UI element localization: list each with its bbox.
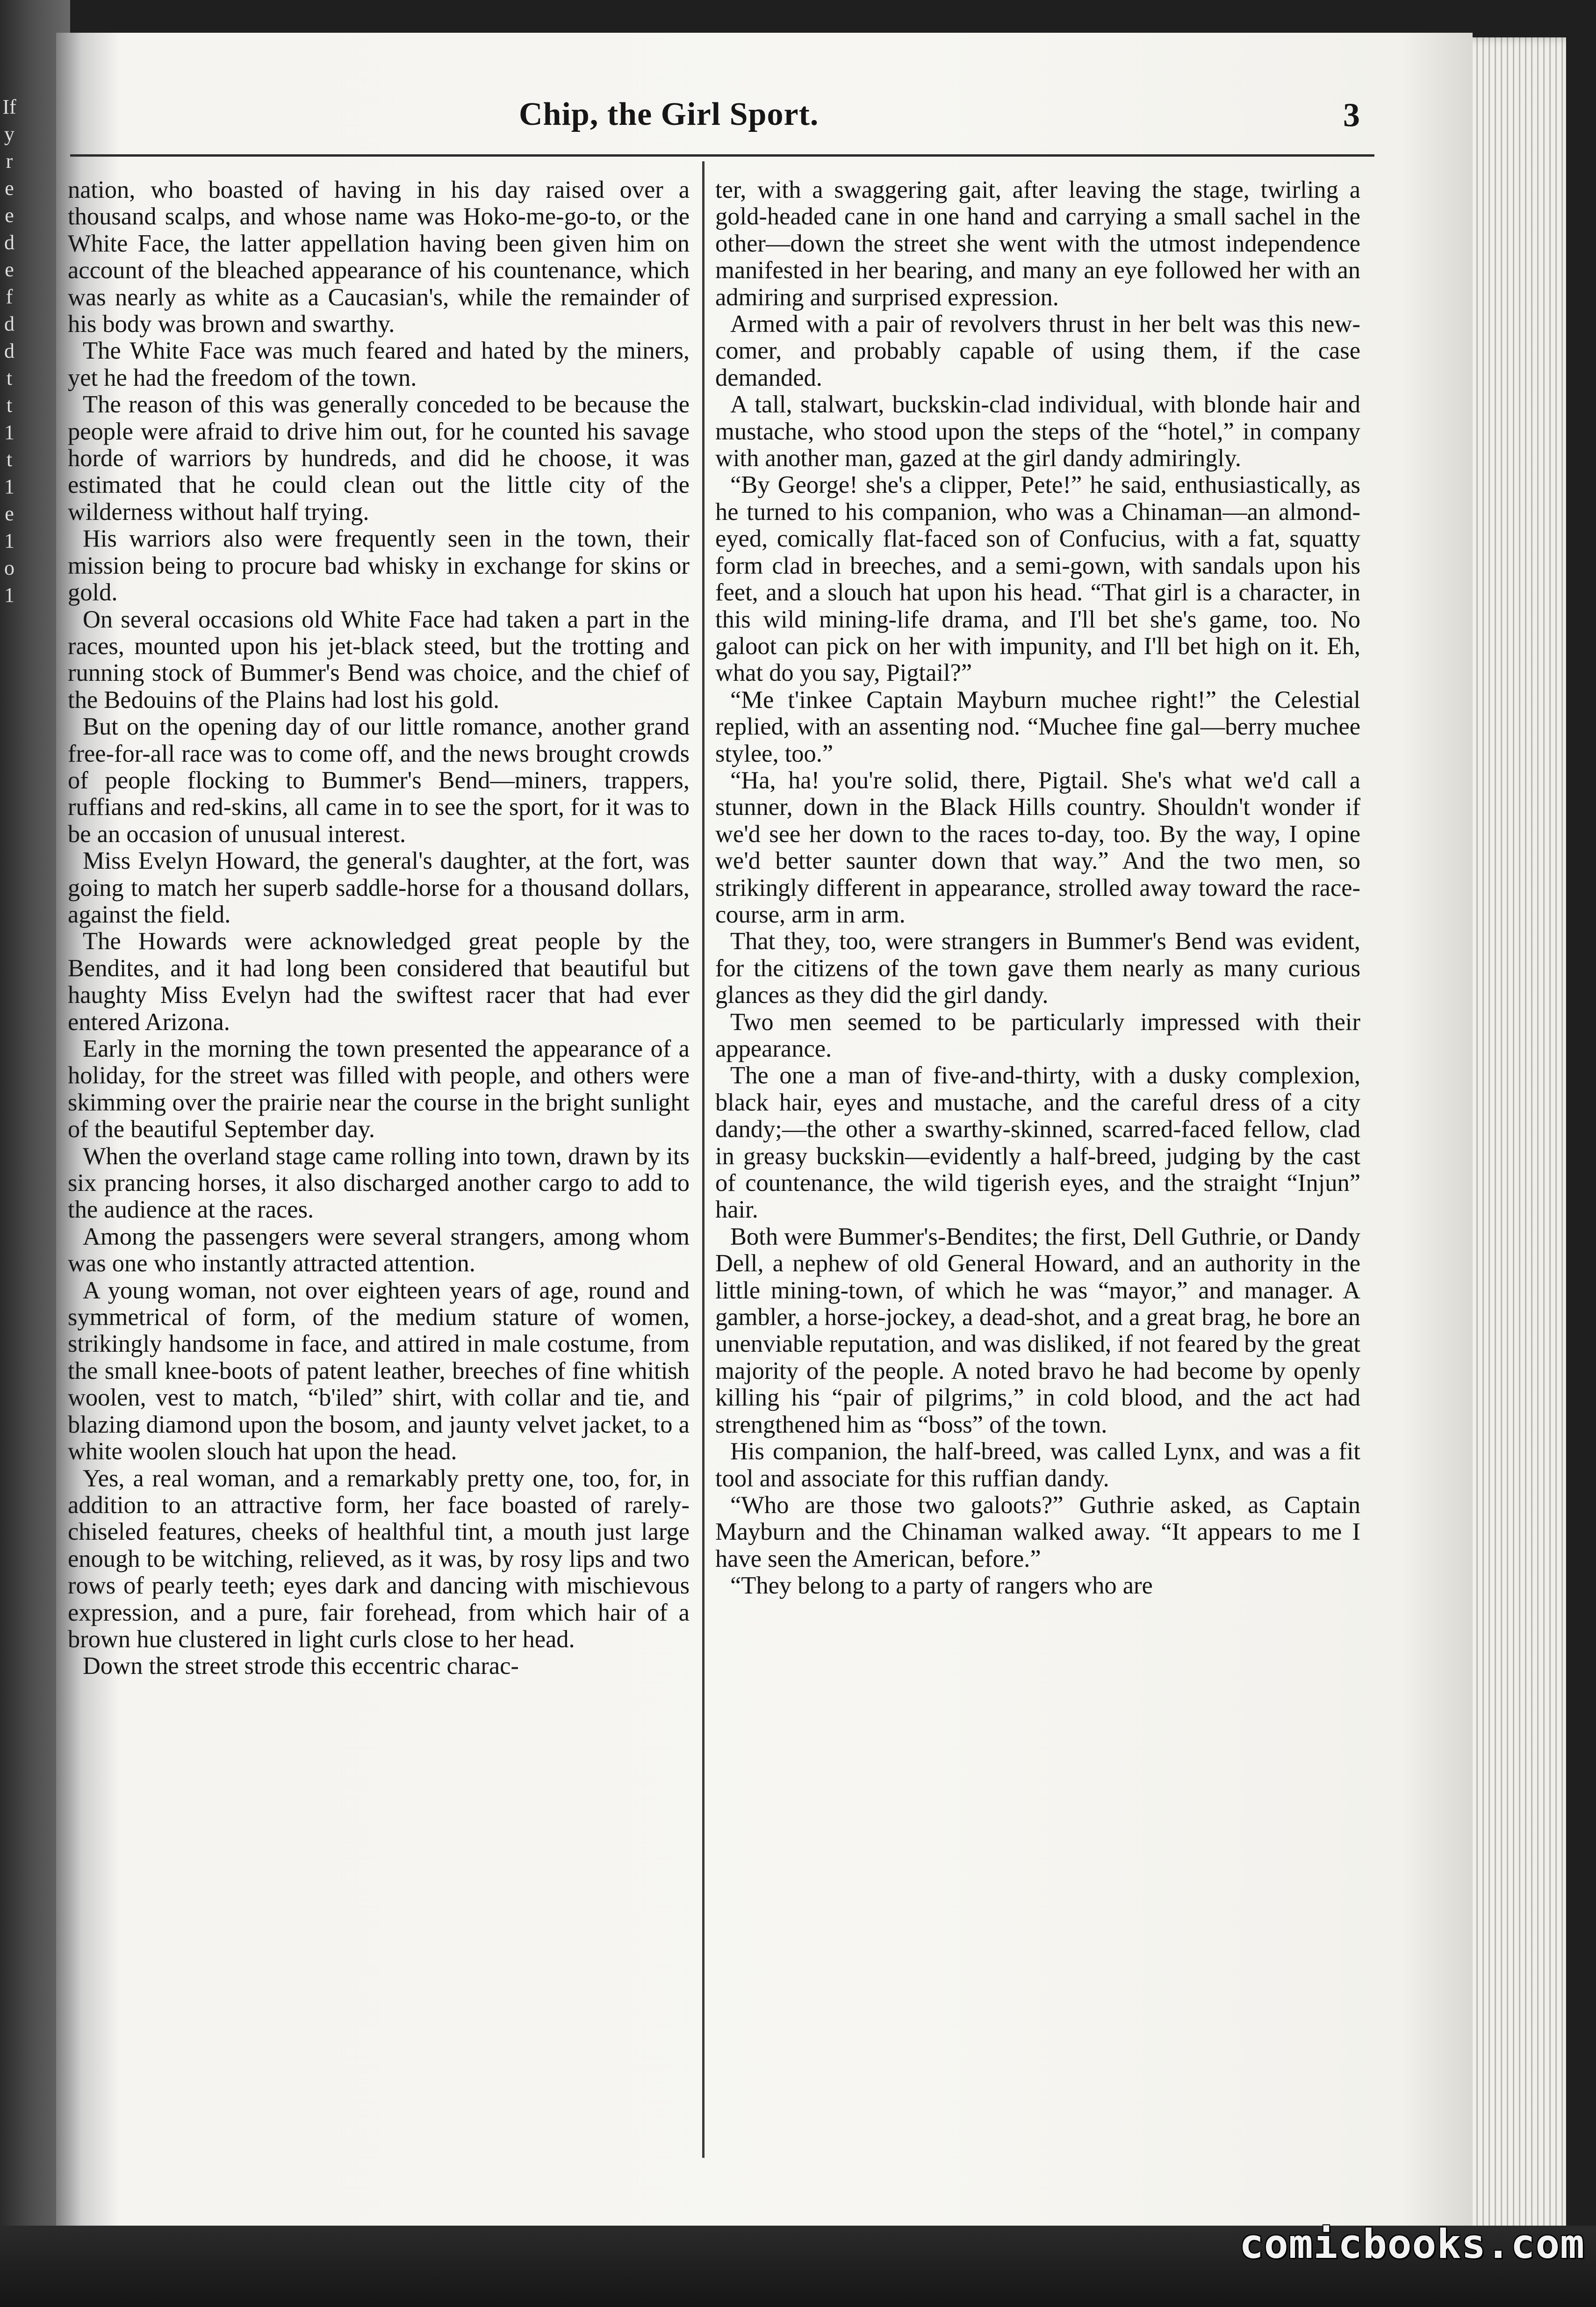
paragraph: Both were Bummer's-Bendites; the first, Dell Guthrie, or Dandy Dell, a nephew of old General Howard, and an authority in the little mining-town, of which he was “mayor,” and manager. A gambler, a horse-jockey, a dead-shot, and a great brag, he bore an unenviable reputation, and was disliked, if not feared by the great majority of the people. A noted bravo he had become by openly killing his “pair of pilgrims,” in cold blood, and the act had strengthened him as “boss” of the town. — [715, 1223, 1360, 1438]
margin-fragment: d — [4, 231, 14, 254]
paragraph: Armed with a pair of revolvers thrust in her belt was this new-comer, and probably capable of using them, if the case demanded. — [715, 310, 1360, 391]
paragraph: A tall, stalwart, buckskin-clad individual, with blonde hair and mustache, who stood upon the steps of the “hotel,” in company with another man, gazed at the girl dandy admiringly. — [715, 391, 1360, 472]
margin-fragment: e — [5, 177, 14, 200]
margin-fragment: y — [4, 123, 14, 145]
margin-fragment: t — [6, 367, 13, 389]
paragraph: Down the street strode this eccentric charac- — [83, 1652, 519, 1680]
margin-fragment: 1 — [4, 421, 14, 444]
site-watermark: comicbooks.com — [1239, 2221, 1585, 2268]
paragraph: The White Face was much feared and hated by the miners, yet he had the freedom of the town. — [68, 337, 690, 391]
paragraph: Yes, a real woman, and a remarkably pretty one, too, for, in addition to an attractive form, her face boasted of rarely-chiseled features, cheeks of healthful tint, a mouth just large enough to be witching, relieved, as it was, by rosy lips and two rows of pearly teeth; eyes dark and dancing with mischievous expression, and a pure, fair forehead, from which hair of a brown hue clustered in light curls close to her head. — [68, 1464, 690, 1653]
paragraph: nation, who boasted of having in his day raised over a thousand scalps, and whose name was Hoko-me-go-to, or the White Face, the latter appellation having been given him on account of the bleached appearance of his countenance, which was nearly as white as a Caucasian's, while the remainder of his body was brown and swarthy. — [68, 177, 690, 338]
column-divider — [702, 161, 705, 2158]
paragraph: Two men seemed to be particularly impressed with their appearance. — [715, 1008, 1360, 1062]
margin-fragment: t — [6, 448, 13, 471]
paragraph: ter, with a swaggering gait, after leaving the stage, twirling a gold-headed cane in one hand and carrying a small sachel in the other—down the street she went with the utmost independence manifested in her bearing, and many an eye followed her with an admiring and surprised expression. — [715, 177, 1360, 311]
running-title: Chip, the Girl Sport. — [519, 96, 819, 132]
margin-fragment: e — [5, 502, 14, 525]
previous-page-edge — [0, 94, 19, 1216]
header-rule — [70, 154, 1374, 157]
margin-fragment: f — [6, 285, 13, 308]
paragraph: His warriors also were frequently seen in the town, their mission being to procure bad whisky in exchange for skins or gold. — [68, 525, 690, 606]
margin-fragment: 1 — [4, 584, 14, 606]
paragraph: When the overland stage came rolling into town, drawn by its six prancing horses, it also discharged another cargo to add to the audience at the races. — [68, 1142, 690, 1224]
paragraph: But on the opening day of our little romance, another grand free-for-all race was to come off, and the news brought crowds of people flocking to Bummer's Bend—miners, trappers, ruffians and red-skins, all came in to see the sport, for it was to be an occasion of unusual interest. — [68, 713, 690, 848]
paragraph: The reason of this was generally conceded to be because the people were afraid to drive him out, for he counted his savage horde of warriors by hundreds, and did he choose, it was estimated that he could clean out the little city of the wilderness without half trying. — [68, 391, 690, 526]
page-number: 3 — [1343, 96, 1360, 134]
left-text-column — [68, 177, 690, 2159]
margin-fragment: d — [4, 339, 14, 362]
margin-fragment: d — [4, 312, 14, 335]
margin-fragment: r — [6, 150, 13, 173]
right-text-column — [715, 177, 1360, 2159]
margin-fragment: 1 — [4, 475, 14, 498]
paragraph: Among the passengers were several strangers, among whom was one who instantly attracted attention. — [68, 1223, 690, 1277]
paragraph: The Howards were acknowledged great people by the Bendites, and it had long been considered that beautiful but haughty Miss Evelyn had the swiftest racer that had ever entered Arizona. — [68, 928, 690, 1036]
paragraph: His companion, the half-breed, was called Lynx, and was a fit tool and associate for this ruffian dandy. — [715, 1438, 1360, 1492]
paragraph: “Ha, ha! you're solid, there, Pigtail. She's what we'd call a stunner, down in the Black Hills country. Shouldn't wonder if we'd see her down to the races to-day, too. By the way, I opine we'd better saunter down that way.” And the two men, so strikingly different in appearance, strolled away toward the race-course, arm in arm. — [715, 766, 1360, 928]
margin-fragment: If — [2, 95, 16, 118]
paragraph: The one a man of five-and-thirty, with a dusky complexion, black hair, eyes and mustache, and the careful dress of a city dandy;—the other a swarthy-skinned, scarred-faced fellow, clad in greasy buckskin—evidently a half-breed, judging by the cast of countenance, the wild tigerish eyes, and the straight “Injun” hair. — [715, 1062, 1360, 1224]
paragraph: “They belong to a party of rangers who are — [730, 1572, 1153, 1600]
paragraph: “By George! she's a clipper, Pete!” he said, enthusiastically, as he turned to his companion, who was a Chinaman—an almond-eyed, comically flat-faced son of Confucius, with a fat, squatty form clad in breeches, and a semi-gown, with sandals upon his feet, and a slouch hat upon his head. “That girl is a character, in this wild mining-life drama, and I'll bet she's game, too. No galoot can pick on her with impunity, and I'll bet high on it. Eh, what do you say, Pigtail?” — [715, 471, 1360, 687]
paragraph: On several occasions old White Face had taken a part in the races, mounted upon his jet-black steed, but the trotting and running stock of Bummer's Bend was choice, and the chief of the Bedouins of the Plains had lost his gold. — [68, 606, 690, 714]
paragraph: “Who are those two galoots?” Guthrie asked, as Captain Mayburn and the Chinaman walked away. “It appears to me I have seen the American, before.” — [715, 1491, 1360, 1572]
margin-fragment: o — [4, 556, 14, 579]
paragraph: “Me t'inkee Captain Mayburn muchee right!” the Celestial replied, with an assenting nod. “Muchee fine gal—berry muchee stylee, too.” — [715, 686, 1360, 767]
running-header — [519, 96, 1360, 138]
paragraph: Early in the morning the town presented the appearance of a holiday, for the street was filled with people, and others were skimming over the prairie near the course in the bright sunlight of the beautiful September day. — [68, 1035, 690, 1143]
margin-fragment: e — [5, 204, 14, 227]
margin-fragment: t — [6, 394, 13, 417]
margin-fragment: e — [5, 258, 14, 281]
margin-fragment: 1 — [4, 529, 14, 552]
paragraph: Miss Evelyn Howard, the general's daughter, at the fort, was going to match her superb saddle-horse for a thousand dollars, against the field. — [68, 847, 690, 928]
paragraph: A young woman, not over eighteen years of age, round and symmetrical of form, of the medium stature of women, strikingly handsome in face, and attired in male costume, from the small knee-boots of patent leather, breeches of fine whitish woolen, vest to match, “b'iled” shirt, with collar and tie, and blazing diamond upon the bosom, and jaunty velvet jacket, to a white woolen slouch hat upon the head. — [68, 1276, 690, 1465]
paragraph: That they, too, were strangers in Bummer's Bend was evident, for the citizens of the town gave them nearly as many curious glances as they did the girl dandy. — [715, 928, 1360, 1009]
previous-page-fragments — [0, 94, 19, 609]
